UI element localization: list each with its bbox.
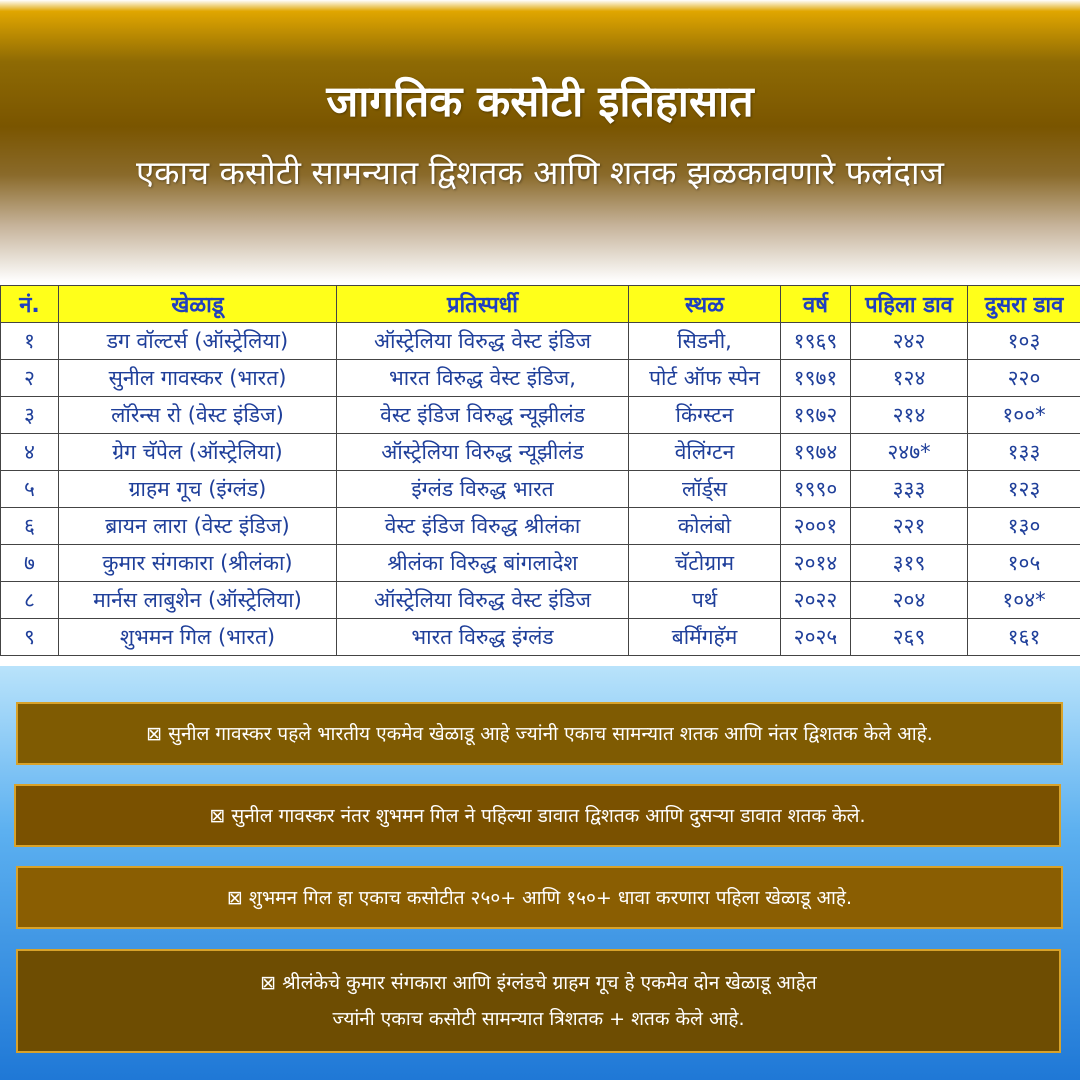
cell-player: ब्रायन लारा (वेस्ट इंडिज)	[59, 508, 337, 545]
cell-year: २०२२	[781, 582, 851, 619]
cell-player: कुमार संगकारा (श्रीलंका)	[59, 545, 337, 582]
cell-first-innings: २२१	[851, 508, 968, 545]
cell-second-innings: १०५	[968, 545, 1080, 582]
cell-venue: कोलंबो	[629, 508, 781, 545]
cell-year: १९७४	[781, 434, 851, 471]
cell-opponent: ऑस्ट्रेलिया विरुद्ध न्यूझीलंड	[337, 434, 629, 471]
cell-number: ७	[1, 545, 59, 582]
cell-opponent: श्रीलंका विरुद्ध बांगलादेश	[337, 545, 629, 582]
col-header-player: खेळाडू	[59, 286, 337, 323]
cell-second-innings: १३०	[968, 508, 1080, 545]
fact-note-text-line-2: ज्यांनी एकाच कसोटी सामन्यात त्रिशतक + शतक केले आहे.	[332, 1008, 745, 1030]
cell-number: ६	[1, 508, 59, 545]
table-row	[1, 323, 1080, 360]
records-table	[0, 285, 1080, 656]
cell-number: ४	[1, 434, 59, 471]
cell-first-innings: २६९	[851, 619, 968, 656]
cell-venue: सिडनी,	[629, 323, 781, 360]
cell-venue: पोर्ट ऑफ स्पेन	[629, 360, 781, 397]
cell-player: सुनील गावस्कर (भारत)	[59, 360, 337, 397]
cell-opponent: भारत विरुद्ध इंग्लंड	[337, 619, 629, 656]
cell-second-innings: १०३	[968, 323, 1080, 360]
cell-player: शुभमन गिल (भारत)	[59, 619, 337, 656]
col-header-number: नं.	[1, 286, 59, 323]
col-header-year: वर्ष	[781, 286, 851, 323]
cell-opponent: वेस्ट इंडिज विरुद्ध श्रीलंका	[337, 508, 629, 545]
cell-opponent: ऑस्ट्रेलिया विरुद्ध वेस्ट इंडिज	[337, 323, 629, 360]
cell-second-innings: १००*	[968, 397, 1080, 434]
table-row	[1, 619, 1080, 656]
cell-opponent: वेस्ट इंडिज विरुद्ध न्यूझीलंड	[337, 397, 629, 434]
cell-venue: पर्थ	[629, 582, 781, 619]
table-row	[1, 397, 1080, 434]
fact-note-1	[16, 702, 1063, 765]
cell-first-innings: २४७*	[851, 434, 968, 471]
page-subtitle: एकाच कसोटी सामन्यात द्विशतक आणि शतक झळकावणारे फलंदाज	[135, 153, 945, 192]
fact-note-text: ⊠ शुभमन गिल हा एकाच कसोटीत २५०+ आणि १५०+ धावा करणारा पहिला खेळाडू आहे.	[226, 886, 853, 909]
cell-venue: लॉर्ड्स	[629, 471, 781, 508]
fact-note-text: ⊠ सुनील गावस्कर नंतर शुभमन गिल ने पहिल्या डावात द्विशतक आणि दुसऱ्या डावात शतक केले.	[209, 804, 866, 827]
cell-number: ५	[1, 471, 59, 508]
cell-player: ग्रेग चॅपेल (ऑस्ट्रेलिया)	[59, 434, 337, 471]
cell-opponent: इंग्लंड विरुद्ध भारत	[337, 471, 629, 508]
cell-venue: किंग्स्टन	[629, 397, 781, 434]
cell-player: डग वॉल्टर्स (ऑस्ट्रेलिया)	[59, 323, 337, 360]
cell-first-innings: २१४	[851, 397, 968, 434]
col-header-first-innings: पहिला डाव	[851, 286, 968, 323]
cell-second-innings: १३३	[968, 434, 1080, 471]
fact-note-3	[16, 866, 1063, 929]
cell-opponent: भारत विरुद्ध वेस्ट इंडिज,	[337, 360, 629, 397]
fact-note-text-line-1: ⊠ श्रीलंकेचे कुमार संगकारा आणि इंग्लंडचे ग्राहम गूच हे एकमेव दोन खेळाडू आहेत	[260, 972, 817, 994]
cell-opponent: ऑस्ट्रेलिया विरुद्ध वेस्ट इंडिज	[337, 582, 629, 619]
fact-note-4	[16, 949, 1061, 1053]
table-header-row	[1, 286, 1080, 323]
cell-year: १९७२	[781, 397, 851, 434]
col-header-venue: स्थळ	[629, 286, 781, 323]
cell-venue: वेलिंग्टन	[629, 434, 781, 471]
cell-first-innings: ३३३	[851, 471, 968, 508]
cell-number: ८	[1, 582, 59, 619]
cell-year: १९९०	[781, 471, 851, 508]
table-row	[1, 508, 1080, 545]
cell-second-innings: १०४*	[968, 582, 1080, 619]
cell-year: २०१४	[781, 545, 851, 582]
cell-year: २००१	[781, 508, 851, 545]
cell-first-innings: २०४	[851, 582, 968, 619]
table-row	[1, 545, 1080, 582]
cell-venue: बर्मिंगहॅम	[629, 619, 781, 656]
cell-second-innings: १६१	[968, 619, 1080, 656]
cell-year: १९६९	[781, 323, 851, 360]
cell-player: ग्राहम गूच (इंग्लंड)	[59, 471, 337, 508]
fact-note-text: ⊠ सुनील गावस्कर पहले भारतीय एकमेव खेळाडू आहे ज्यांनी एकाच सामन्यात शतक आणि नंतर द्विशतक केले आहे.	[146, 722, 933, 745]
cell-second-innings: १२३	[968, 471, 1080, 508]
cell-first-innings: १२४	[851, 360, 968, 397]
cell-year: २०२५	[781, 619, 851, 656]
page-title: जागतिक कसोटी इतिहासात	[326, 77, 754, 127]
cell-first-innings: २४२	[851, 323, 968, 360]
cell-player: लॉरेन्स रो (वेस्ट इंडिज)	[59, 397, 337, 434]
table-row	[1, 582, 1080, 619]
col-header-opponent: प्रतिस्पर्धी	[337, 286, 629, 323]
cell-year: १९७१	[781, 360, 851, 397]
table-row	[1, 471, 1080, 508]
cell-number: ३	[1, 397, 59, 434]
col-header-second-innings: दुसरा डाव	[968, 286, 1080, 323]
cell-number: १	[1, 323, 59, 360]
cell-number: २	[1, 360, 59, 397]
table-row	[1, 434, 1080, 471]
cell-number: ९	[1, 619, 59, 656]
cell-first-innings: ३१९	[851, 545, 968, 582]
header-banner	[0, 0, 1080, 282]
cell-player: मार्नस लाबुशेन (ऑस्ट्रेलिया)	[59, 582, 337, 619]
fact-note-2	[14, 784, 1061, 847]
cell-venue: चॅटोग्राम	[629, 545, 781, 582]
table-row	[1, 360, 1080, 397]
cell-second-innings: २२०	[968, 360, 1080, 397]
